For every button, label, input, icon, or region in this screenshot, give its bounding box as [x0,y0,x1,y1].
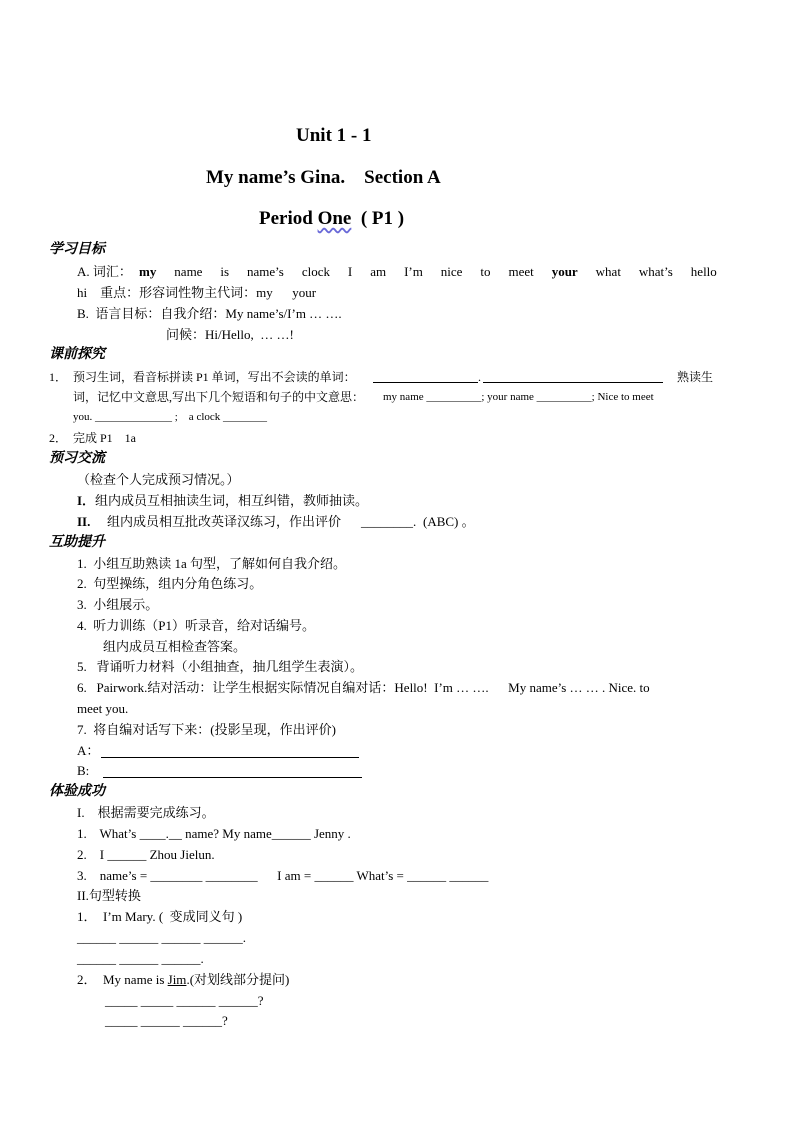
phrase-translation-blanks-2[interactable]: you. ______________ ; a clock ________ [73,411,268,423]
transform-q2-instruction: .(对划线部分提问) [186,972,290,987]
improve-step-5: 5. 背诵听力材料（小组抽查，抽几组学生表演）。 [77,659,364,674]
improve-step-4-cont: 组内成员互相检查答案。 [103,639,247,654]
language-goal: B. 语言目标：自我介绍：My name’s/I’m … …. [77,306,342,321]
vocab-word: what’s [638,264,673,279]
improve-step-6: 6. Pairwork.结对活动：让学生根据实际情况自编对话：Hello! I’m … …. My name’s … … . Nice. to [77,680,650,695]
transform-q2 [77,973,289,986]
exchange-item-1: 组内成员互相抽读生词，相互纠错，教师抽读。 [95,493,369,508]
preview-item-2: 2． 完成 P1 1a [49,431,137,445]
vocab-continued: hi 重点：形容词性物主代词：my your [77,285,317,300]
exchange-intro: （检查个人完成预习情况。） [77,472,240,487]
vocab-word: name’s [247,264,284,279]
improve-step-2: 2. 句型操练，组内分角色练习。 [77,576,263,591]
period-page: ( P1 ) [351,208,405,229]
blank-separator: . [478,370,481,384]
improve-step-1: 1. 小组互助熟读 1a 句型，了解如何自我介绍。 [77,556,347,571]
exercise-q2[interactable]: 2. I ______ Zhou Jielun. [77,847,215,862]
vocab-word: am [370,264,387,279]
vocab-word: nice [440,264,463,279]
answer-line[interactable]: _____ _____ ______ ______? [105,993,264,1008]
transform-q1: 1． I’m Mary. ( 变成同义句 ) [77,909,243,924]
vocab-word: name [174,264,203,279]
improve-step-3: 3. 小组展示。 [77,597,159,612]
dialog-line-b[interactable] [103,777,362,778]
period-number: One [317,208,352,229]
exercise-part-2-heading: II.句型转换 [77,888,141,903]
dialog-line-a[interactable] [101,757,359,758]
greeting-goal: 问候：Hi/Hello, … …! [166,327,294,342]
exercise-q1[interactable]: 1. What’s ____.__ name? My name______ Jenny . [77,826,351,841]
evaluation-blank[interactable]: ________. [361,514,417,529]
vocab-word: hello [690,264,717,279]
lesson-title: My name’s Gina. Section A [206,167,441,188]
vocab-word: my [139,264,157,279]
period-label: Period [259,208,318,229]
vocab-word: I [347,264,353,279]
vocab-word: what [595,264,621,279]
preview-instruction-cont: 词，记忆中文意思,写出下几个短语和句子的中文意思： [73,390,365,404]
transform-q2-text: 2． My name is [77,972,168,987]
section-heading-goals: 学习目标 [49,242,105,257]
vocab-word: to [480,264,491,279]
answer-blank[interactable] [373,382,478,383]
answer-line[interactable]: _____ ______ ______? [105,1013,228,1028]
vocab-word-list [139,265,717,278]
evaluation-grades: (ABC) 。 [423,514,475,529]
exercise-q3[interactable]: 3. name’s = ________ ________ I am = ______ What’s = ______ ______ [77,868,489,883]
vocab-word: your [551,264,578,279]
item-number: 1． [49,370,68,384]
exchange-item-2: 组内成员相互批改英译汉练习，作出评价 [107,514,342,529]
roman-numeral: I． [77,493,96,508]
section-heading-preview: 课前探究 [49,347,105,362]
exercise-part-1-heading: I. 根据需要完成练习。 [77,805,215,820]
vocab-word: I’m [404,264,423,279]
improve-step-7: 7. 将自编对话写下来：(投影呈现，作出评价) [77,722,336,737]
vocab-word: meet [508,264,534,279]
dialog-label-a: A： [77,743,100,758]
phrase-translation-blanks[interactable]: my name __________; your name __________; Nice to meet [383,391,654,403]
vocab-word: is [220,264,230,279]
improve-step-4: 4. 听力训练（P1）听录音，给对话编号。 [77,618,315,633]
vocab-label: A. 词汇： [77,264,132,279]
underlined-answer: Jim [167,972,187,987]
roman-numeral: II. [77,514,91,529]
section-heading-success: 体验成功 [49,784,105,799]
section-heading-exchange: 预习交流 [49,451,105,466]
improve-step-6-cont: meet you. [77,701,129,716]
period-title [259,209,404,228]
vocab-word: clock [301,264,330,279]
preview-instruction-end: 熟读生 [677,370,714,384]
answer-line[interactable]: ______ ______ ______. [77,951,204,966]
answer-blank[interactable] [483,382,663,383]
answer-line[interactable]: ______ ______ ______ ______. [77,930,246,945]
preview-instruction: 预习生词，看音标拼读 P1 单词，写出不会读的单词： [73,370,356,384]
section-heading-improve: 互助提升 [49,535,105,550]
unit-title: Unit 1 - 1 [296,125,372,146]
dialog-label-b: B: [77,763,90,778]
